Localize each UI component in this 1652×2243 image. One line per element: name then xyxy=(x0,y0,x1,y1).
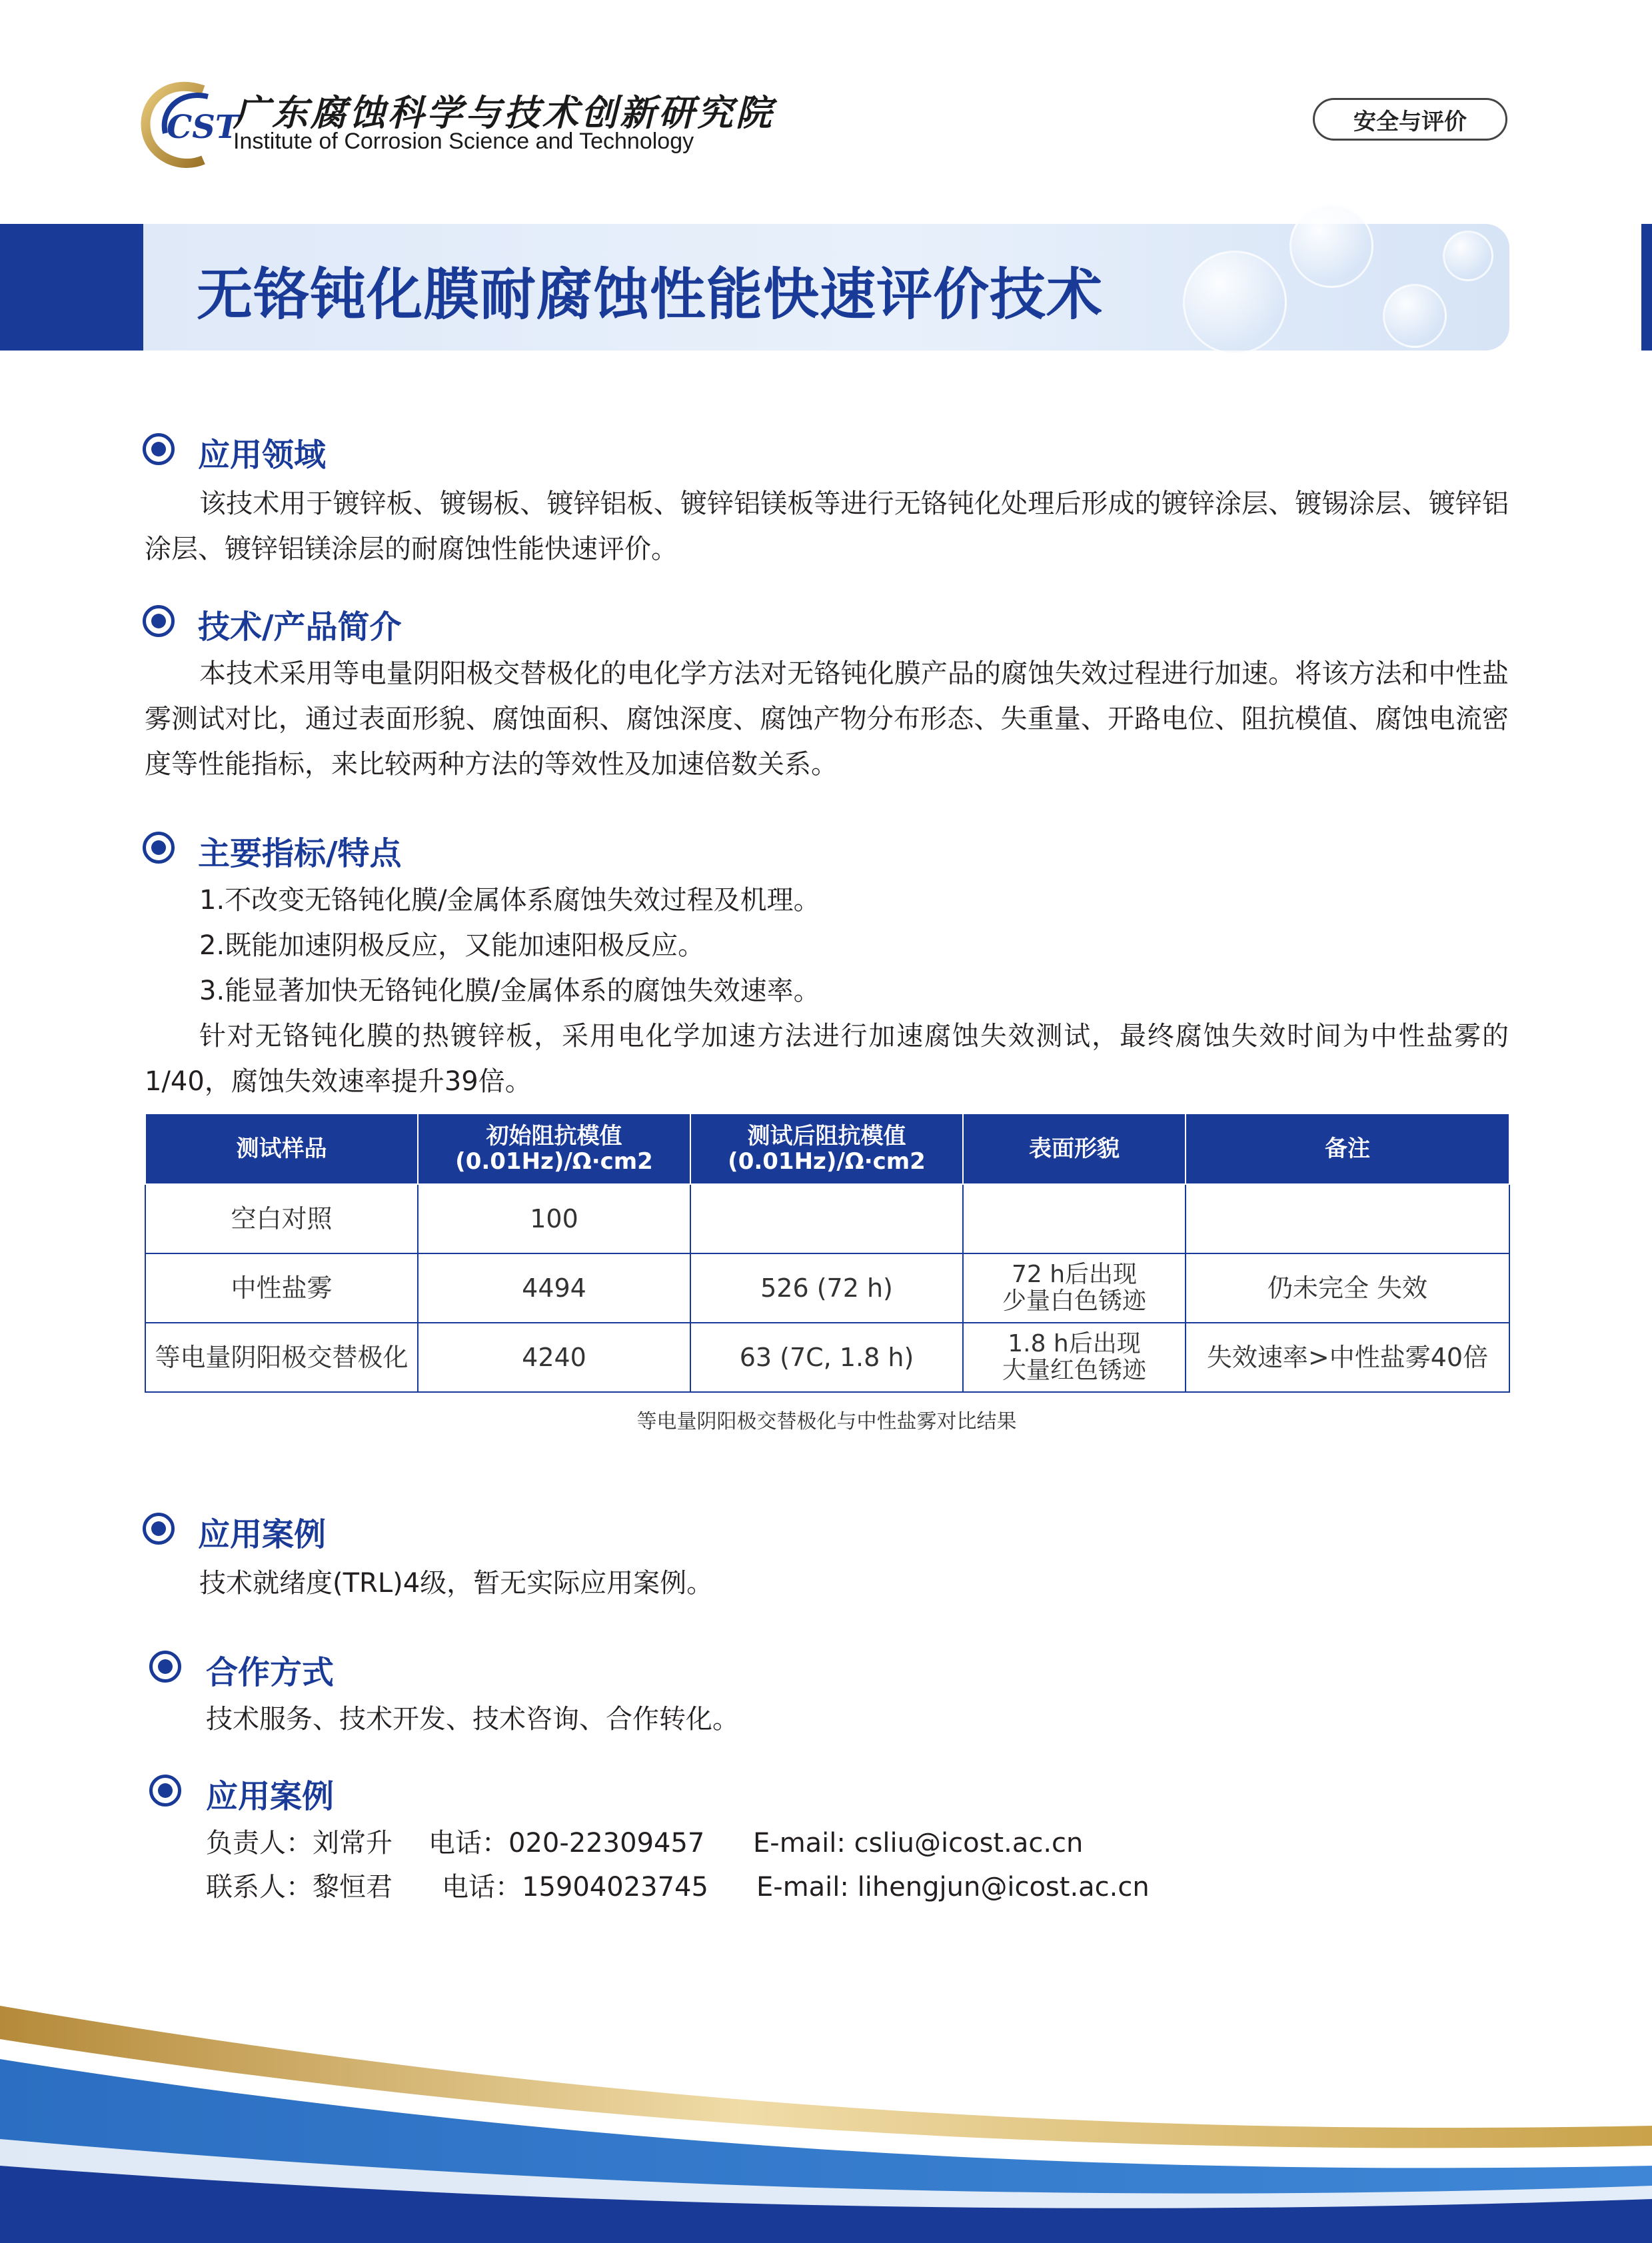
contact-phone: 电话：020-22309457 xyxy=(428,1828,705,1859)
institute-name-cn: 广东腐蚀科学与技术创新研究院 xyxy=(233,91,774,134)
table-cell-note xyxy=(1186,1184,1509,1253)
application-text: 该技术用于镀锌板、镀锡板、镀锌铝板、镀锌铝镁板等进行无铬钝化处理后形成的镀锌涂层、镀锡涂层、镀锌铝涂层、镀锌铝镁涂层的耐腐蚀性能快速评价。 xyxy=(145,488,1509,564)
table-cell-morph: 1.8 h后出现 大量红色锈迹 xyxy=(963,1323,1186,1392)
table-cell-note: 仍未完全 失效 xyxy=(1186,1253,1509,1323)
contact-phone: 电话：15904023745 xyxy=(442,1872,708,1902)
table-cell-after xyxy=(690,1184,963,1253)
institute-logo xyxy=(140,77,774,170)
decorative-bubble xyxy=(1183,251,1287,355)
table-cell-morph xyxy=(963,1184,1186,1253)
intro-text: 本技术采用等电量阴阳极交替极化的电化学方法对无铬钝化膜产品的腐蚀失效过程进行加速。将该方法和中性盐雾测试对比，通过表面形貌、腐蚀面积、腐蚀深度、腐蚀产物分布形态、失重量、开路电位、阻抗模值、腐蚀电流密度等性能指标，来比较两种方法的等效性及加速倍数关系。 xyxy=(145,658,1509,780)
section-heading-cooperation: 合作方式 xyxy=(206,1654,335,1691)
section-heading-intro: 技术/产品简介 xyxy=(198,608,402,646)
section-heading-features: 主要指标/特点 xyxy=(198,835,402,872)
feature-item: 3.能显著加快无铬钝化膜/金属体系的腐蚀失效速率。 xyxy=(199,976,820,1006)
section-heading-contact: 应用案例 xyxy=(206,1778,335,1815)
table-cell-sample: 等电量阴阳极交替极化 xyxy=(145,1323,418,1392)
comparison-table xyxy=(145,1113,1510,1393)
table-cell-sample: 中性盐雾 xyxy=(145,1253,418,1323)
table-cell-initial: 100 xyxy=(418,1184,690,1253)
table-cell-after: 63 (7C, 1.8 h) xyxy=(690,1323,963,1392)
institute-name-en: Institute of Corrosion Science and Technology xyxy=(233,129,694,154)
table-header-cell: 测试样品 xyxy=(145,1114,418,1184)
logo-letters: CST xyxy=(167,109,239,146)
table-row xyxy=(145,1323,1509,1392)
title-right-accent xyxy=(1641,224,1652,351)
footer-wave-decoration xyxy=(0,1986,1652,2243)
section-bullet-icon xyxy=(149,1651,181,1683)
cooperation-text: 技术服务、技术开发、技术咨询、合作转化。 xyxy=(206,1704,739,1735)
table-cell-after: 526 (72 h) xyxy=(690,1253,963,1323)
contact-name: 负责人：刘常升 xyxy=(206,1828,393,1859)
table-cell-initial: 4240 xyxy=(418,1323,690,1392)
section-bullet-icon xyxy=(143,433,175,465)
title-left-accent xyxy=(0,224,143,351)
table-row xyxy=(145,1253,1509,1323)
table-row xyxy=(145,1184,1509,1253)
contact-email[interactable]: E-mail: lihengjun@icost.ac.cn xyxy=(756,1872,1150,1902)
decorative-bubble xyxy=(1289,204,1373,288)
feature-item: 1.不改变无铬钝化膜/金属体系腐蚀失效过程及机理。 xyxy=(199,885,820,916)
features-text: 针对无铬钝化膜的热镀锌板，采用电化学加速方法进行加速腐蚀失效测试，最终腐蚀失效时间为中性盐雾的1/40，腐蚀失效速率提升39倍。 xyxy=(145,1021,1509,1097)
table-cell-note: 失效速率>中性盐雾40倍 xyxy=(1186,1323,1509,1392)
section-heading-cases: 应用案例 xyxy=(198,1516,327,1553)
cases-text: 技术就绪度(TRL)4级，暂无实际应用案例。 xyxy=(199,1568,714,1599)
table-header-cell: 测试后阻抗模值 (0.01Hz)/Ω·cm2 xyxy=(690,1114,963,1184)
table-header-cell: 表面形貌 xyxy=(963,1114,1186,1184)
section-heading-application: 应用领域 xyxy=(198,436,327,474)
section-bullet-icon xyxy=(143,1513,175,1545)
feature-item: 2.既能加速阴极反应，又能加速阳极反应。 xyxy=(199,930,705,961)
section-bullet-icon xyxy=(143,832,175,864)
table-header-cell: 备注 xyxy=(1186,1114,1509,1184)
page-title: 无铬钝化膜耐腐蚀性能快速评价技术 xyxy=(197,262,1104,327)
section-bullet-icon xyxy=(143,605,175,637)
decorative-bubble xyxy=(1383,284,1447,348)
table-header-row xyxy=(145,1114,1509,1184)
section-bullet-icon xyxy=(149,1775,181,1807)
table-cell-morph: 72 h后出现 少量白色锈迹 xyxy=(963,1253,1186,1323)
table-cell-sample: 空白对照 xyxy=(145,1184,418,1253)
contact-name: 联系人：黎恒君 xyxy=(206,1872,393,1902)
institute-emblem-icon xyxy=(140,77,239,170)
decorative-bubble xyxy=(1443,231,1493,281)
table-cell-initial: 4494 xyxy=(418,1253,690,1323)
table-header-cell: 初始阻抗模值 (0.01Hz)/Ω·cm2 xyxy=(418,1114,690,1184)
contact-email[interactable]: E-mail: csliu@icost.ac.cn xyxy=(753,1828,1084,1859)
table-caption: 等电量阴阳极交替极化与中性盐雾对比结果 xyxy=(636,1410,1017,1433)
category-badge: 安全与评价 xyxy=(1313,98,1507,141)
